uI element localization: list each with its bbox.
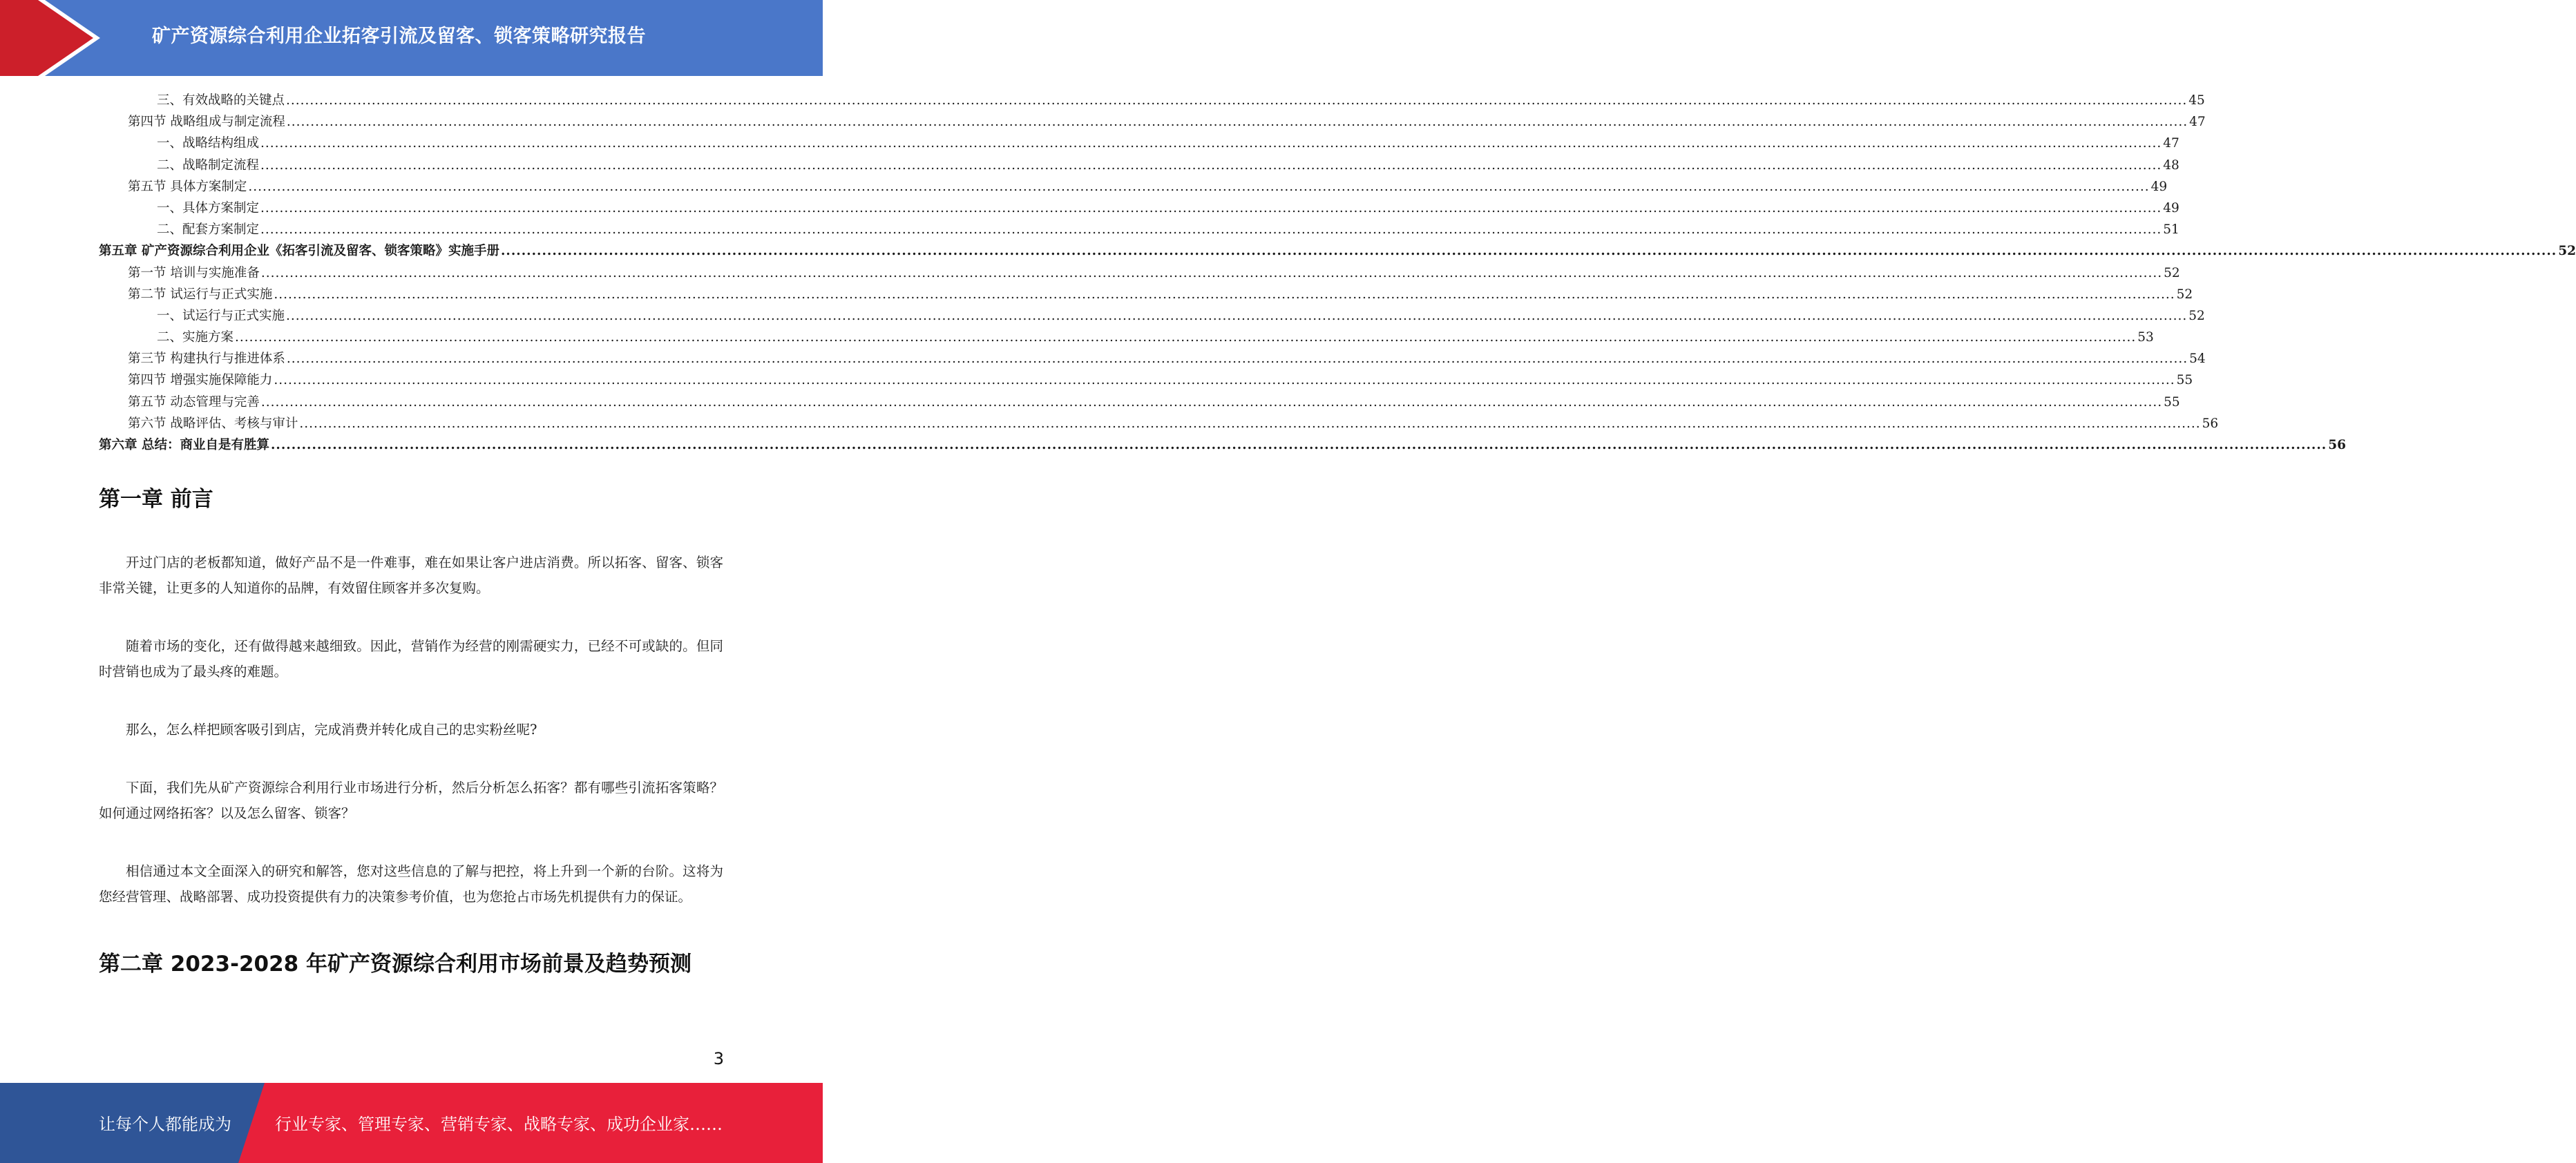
toc-entry[interactable] bbox=[99, 90, 2205, 111]
toc-entry-page: 51 bbox=[2163, 222, 2179, 238]
toc-leader-dots: ................................................................................................................................................................................................................................................................................................................................................................................................................ bbox=[235, 330, 2137, 345]
toc-leader-dots: ................................................................................................................................................................................................................................................................................................................................................................................................................ bbox=[260, 200, 2162, 215]
toc-entry-page: 56 bbox=[2328, 438, 2346, 452]
toc-leader-dots: ................................................................................................................................................................................................................................................................................................................................................................................................................ bbox=[260, 222, 2162, 238]
toc-entry-page: 48 bbox=[2163, 157, 2179, 173]
footer-slogan-left: 让每个人都能成为 bbox=[99, 1115, 231, 1134]
toc-entry-label: 三、有效战略的关键点 bbox=[157, 93, 285, 108]
table-of-contents bbox=[99, 90, 2576, 456]
toc-entry-page: 49 bbox=[2163, 200, 2179, 215]
toc-entry-page: 55 bbox=[2176, 373, 2193, 388]
toc-entry-label: 第六章 总结：商业自是有胜算 bbox=[99, 438, 269, 452]
toc-entry[interactable] bbox=[99, 176, 2168, 198]
toc-leader-dots: ................................................................................................................................................................................................................................................................................................................................................................................................................ bbox=[299, 416, 2201, 431]
toc-entry[interactable] bbox=[99, 348, 2206, 369]
toc-entry-label: 一、具体方案制定 bbox=[157, 200, 260, 215]
paragraph: 那么，怎么样把顾客吸引到店，完成消费并转化成自己的忠实粉丝呢? bbox=[126, 722, 537, 738]
toc-entry-page: 56 bbox=[2202, 416, 2219, 431]
toc-entry-page: 45 bbox=[2188, 93, 2205, 108]
toc-entry-label: 一、战略结构组成 bbox=[157, 136, 260, 151]
toc-leader-dots: ................................................................................................................................................................................................................................................................................................................................................................................................................ bbox=[286, 308, 2188, 323]
toc-entry[interactable] bbox=[99, 240, 2576, 262]
toc-entry-label: 二、配套方案制定 bbox=[157, 222, 260, 238]
report-title: 矿产资源综合利用企业拓客引流及留客、锁客策略研究报告 bbox=[152, 26, 646, 47]
toc-entry[interactable] bbox=[99, 155, 2179, 176]
page-header bbox=[0, 0, 823, 76]
toc-leader-dots: ................................................................................................................................................................................................................................................................................................................................................................................................................ bbox=[260, 157, 2162, 173]
toc-entry[interactable] bbox=[99, 327, 2154, 348]
toc-entry[interactable] bbox=[99, 392, 2180, 413]
toc-leader-dots: ................................................................................................................................................................................................................................................................................................................................................................................................................ bbox=[270, 438, 2327, 452]
toc-leader-dots: ................................................................................................................................................................................................................................................................................................................................................................................................................ bbox=[286, 115, 2188, 130]
toc-entry[interactable] bbox=[99, 111, 2206, 133]
paragraph: 开过门店的老板都知道，做好产品不是一件难事，难在如果让客户进店消费。所以拓客、留客、锁客非常关键，让更多的人知道你的品牌，有效留住顾客并多次复购。 bbox=[99, 555, 723, 596]
paragraph: 相信通过本文全面深入的研究和解答，您对这些信息的了解与把控，将上升到一个新的台阶。这将为您经营管理、战略部署、成功投资提供有力的决策参考价值，也为您抢占市场先机提供有力的保证。 bbox=[99, 863, 723, 905]
toc-entry-page: 54 bbox=[2189, 352, 2206, 367]
toc-entry-label: 第一节 培训与实施准备 bbox=[128, 265, 260, 280]
toc-entry[interactable] bbox=[99, 219, 2179, 240]
toc-entry-page: 52 bbox=[2188, 308, 2205, 323]
chapter-1-title: 第一章 前言 bbox=[99, 487, 213, 512]
chapter-2-title: 第二章 2023-2028 年矿产资源综合利用市场前景及趋势预测 bbox=[99, 952, 692, 977]
toc-entry-label: 二、战略制定流程 bbox=[157, 157, 260, 173]
toc-leader-dots: ................................................................................................................................................................................................................................................................................................................................................................................................................ bbox=[274, 287, 2175, 302]
toc-entry-label: 第四节 战略组成与制定流程 bbox=[128, 115, 285, 130]
toc-leader-dots: ................................................................................................................................................................................................................................................................................................................................................................................................................ bbox=[286, 352, 2188, 367]
toc-entry[interactable] bbox=[99, 284, 2193, 305]
chapter-1-body bbox=[99, 550, 723, 942]
toc-entry-page: 47 bbox=[2189, 115, 2206, 130]
toc-leader-dots: ................................................................................................................................................................................................................................................................................................................................................................................................................ bbox=[286, 93, 2188, 108]
toc-entry-label: 第五节 具体方案制定 bbox=[128, 179, 247, 194]
toc-entry-label: 第四节 增强实施保障能力 bbox=[128, 373, 273, 388]
toc-entry[interactable] bbox=[99, 198, 2179, 219]
toc-entry[interactable] bbox=[99, 369, 2193, 391]
toc-entry-label: 第五节 动态管理与完善 bbox=[128, 394, 260, 410]
toc-entry-page: 52 bbox=[2164, 265, 2180, 280]
page-number: 3 bbox=[713, 1049, 724, 1068]
toc-entry-page: 53 bbox=[2137, 330, 2154, 345]
toc-leader-dots: ................................................................................................................................................................................................................................................................................................................................................................................................................ bbox=[500, 244, 2557, 259]
paragraph: 随着市场的变化，还有做得越来越细致。因此，营销作为经营的刚需硬实力，已经不可或缺的。但同时营销也成为了最头疼的难题。 bbox=[99, 638, 723, 680]
toc-entry-label: 第二节 试运行与正式实施 bbox=[128, 287, 273, 302]
toc-entry[interactable] bbox=[99, 434, 2346, 456]
page-footer bbox=[0, 1083, 823, 1163]
toc-entry[interactable] bbox=[99, 133, 2179, 154]
toc-leader-dots: ................................................................................................................................................................................................................................................................................................................................................................................................................ bbox=[260, 136, 2162, 151]
toc-entry-page: 52 bbox=[2176, 287, 2193, 302]
toc-entry-label: 第三节 构建执行与推进体系 bbox=[128, 352, 285, 367]
toc-entry-page: 55 bbox=[2164, 394, 2180, 410]
toc-leader-dots: ................................................................................................................................................................................................................................................................................................................................................................................................................ bbox=[260, 394, 2163, 410]
footer-slogan-right: 行业专家、管理专家、营销专家、战略专家、成功企业家…… bbox=[275, 1115, 723, 1134]
toc-leader-dots: ................................................................................................................................................................................................................................................................................................................................................................................................................ bbox=[274, 373, 2175, 388]
toc-leader-dots: ................................................................................................................................................................................................................................................................................................................................................................................................................ bbox=[248, 179, 2150, 194]
toc-entry-page: 47 bbox=[2163, 136, 2179, 151]
toc-leader-dots: ................................................................................................................................................................................................................................................................................................................................................................................................................ bbox=[260, 265, 2163, 280]
toc-entry[interactable] bbox=[99, 262, 2180, 284]
toc-entry-page: 49 bbox=[2150, 179, 2168, 194]
toc-entry-label: 第五章 矿产资源综合利用企业《拓客引流及留客、锁客策略》实施手册 bbox=[99, 244, 499, 259]
toc-entry-label: 二、实施方案 bbox=[157, 330, 234, 345]
toc-entry-label: 第六节 战略评估、考核与审计 bbox=[128, 416, 298, 431]
toc-entry-label: 一、试运行与正式实施 bbox=[157, 308, 285, 323]
paragraph: 下面，我们先从矿产资源综合利用行业市场进行分析，然后分析怎么拓客？都有哪些引流拓客策略？如何通过网络拓客？以及怎么留客、锁客？ bbox=[99, 780, 723, 821]
toc-entry[interactable] bbox=[99, 413, 2219, 434]
toc-entry[interactable] bbox=[99, 305, 2205, 327]
toc-entry-page: 52 bbox=[2558, 244, 2576, 259]
